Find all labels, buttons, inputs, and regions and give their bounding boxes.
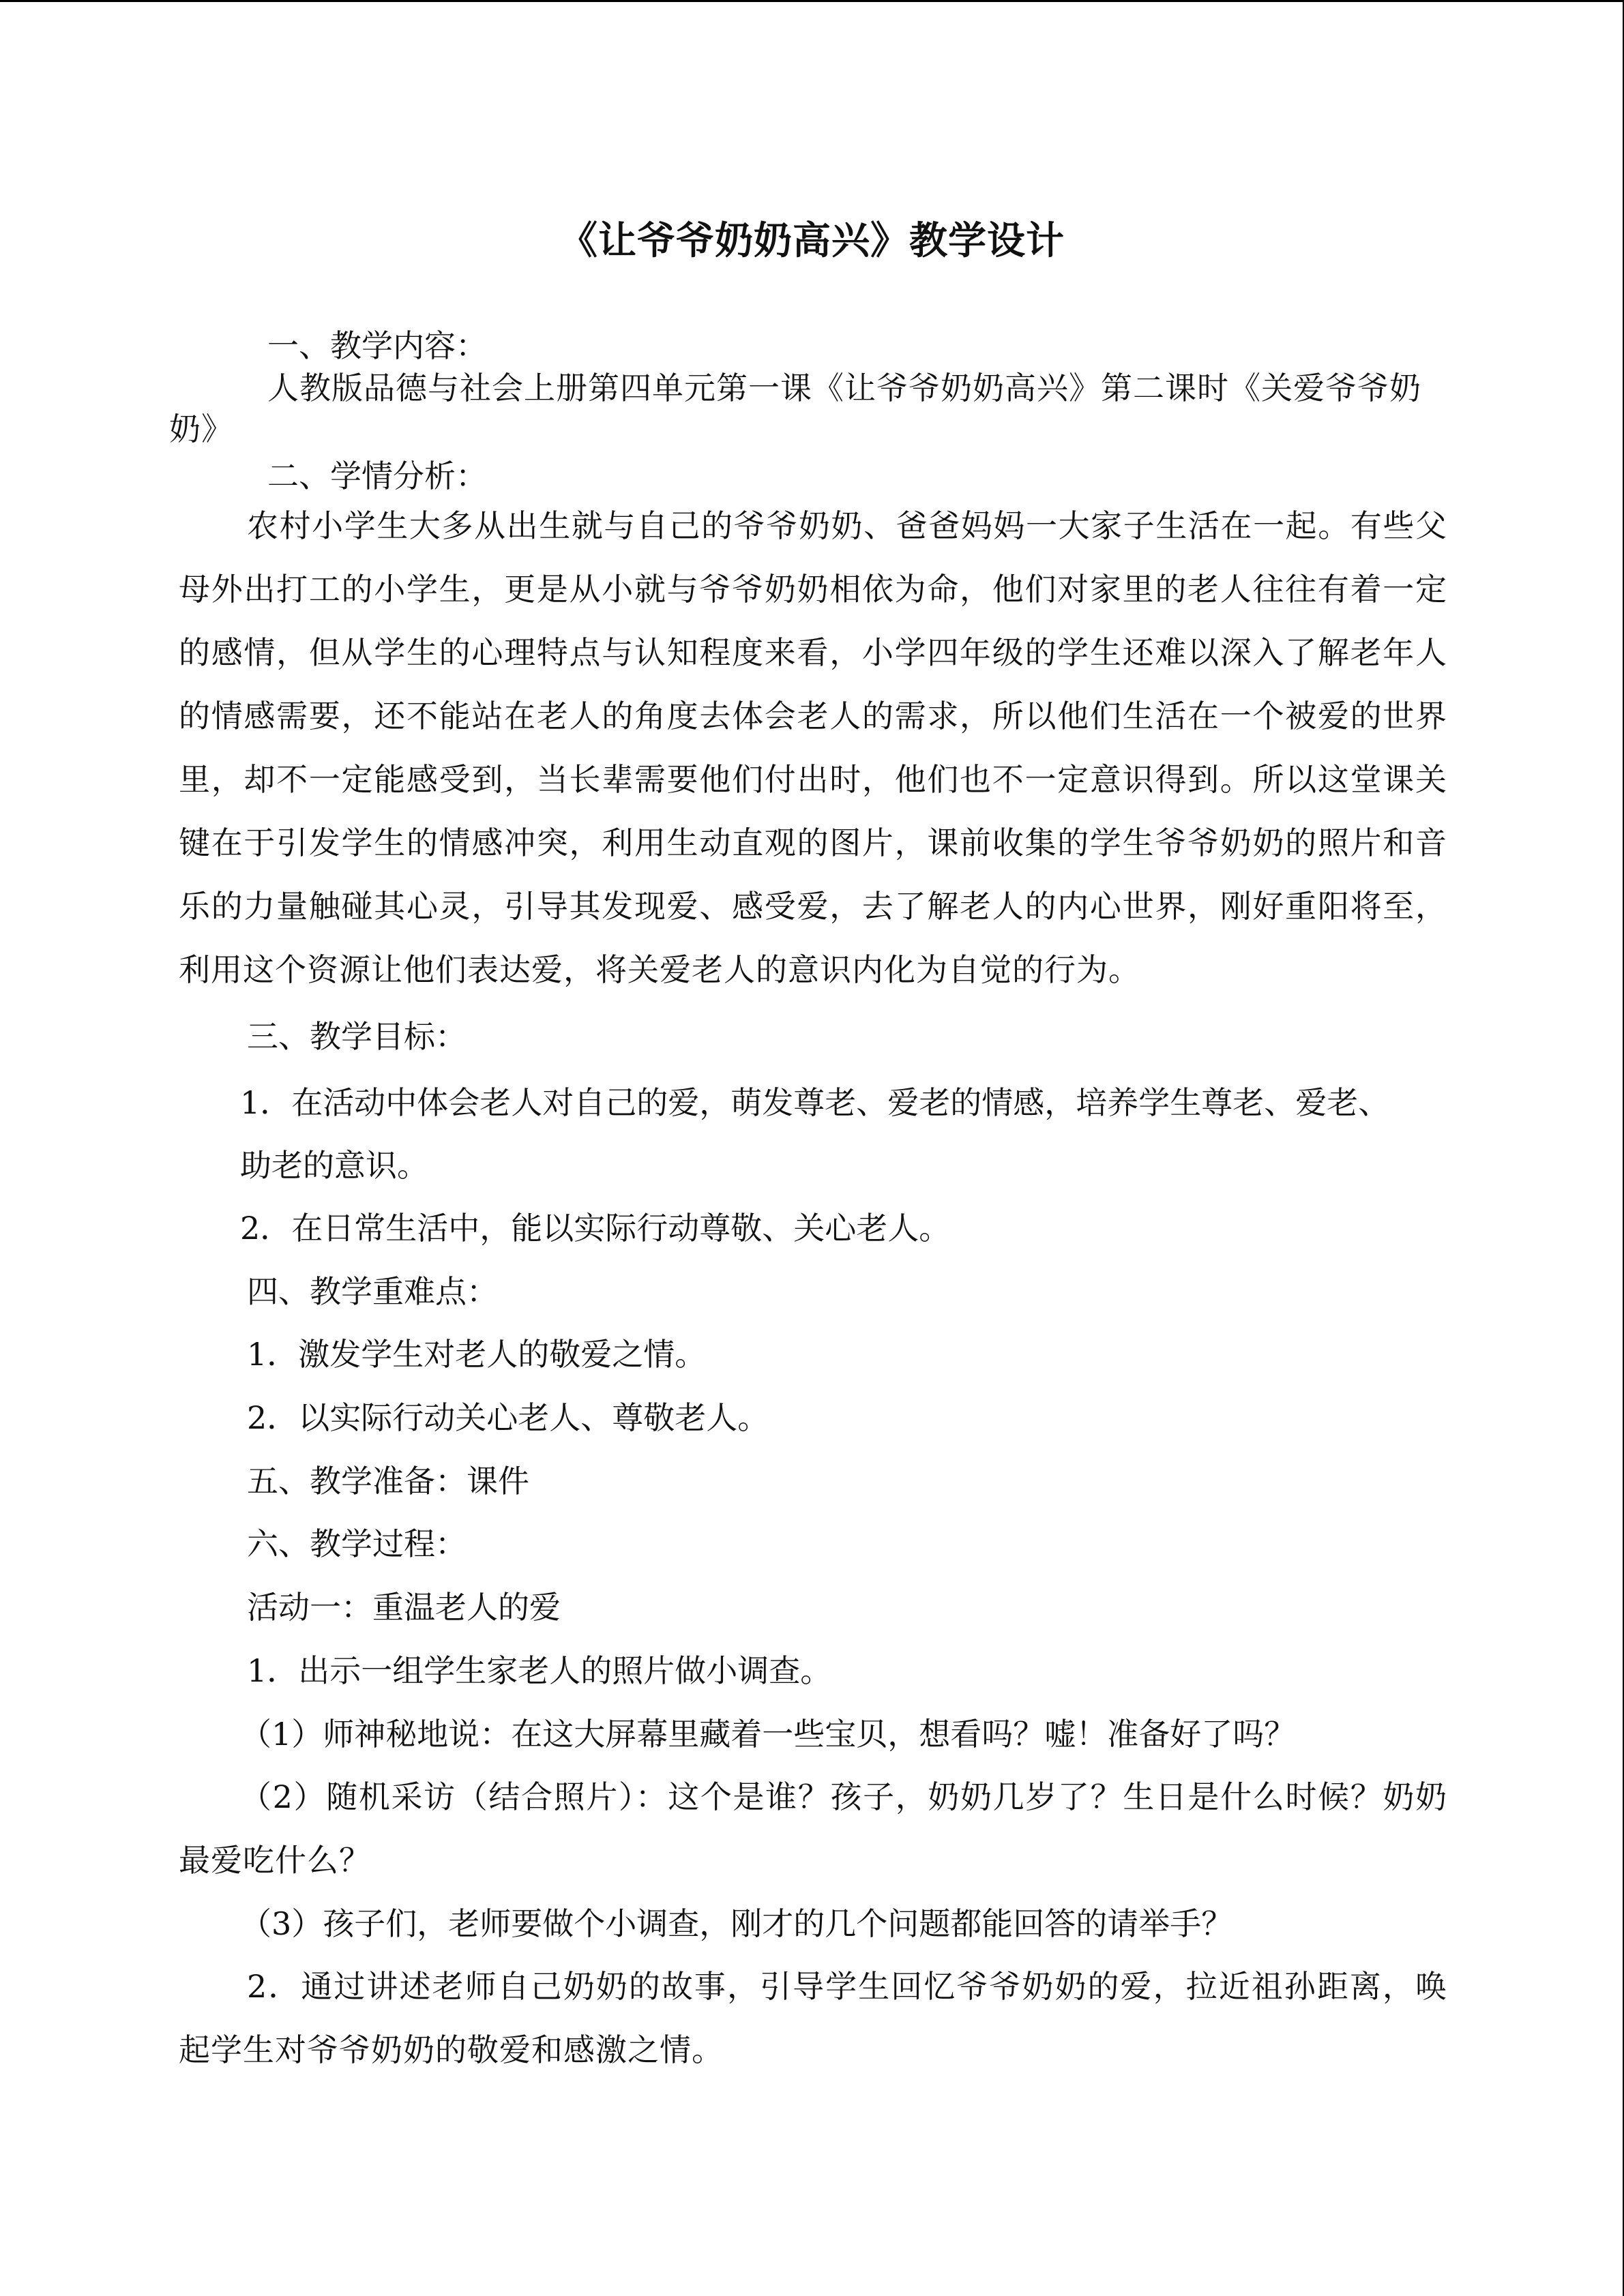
step-1-3: （3）孩子们，老师要做个小调查，刚才的几个问题都能回答的请举手？ — [240, 1905, 1233, 1942]
section-heading-content: 一、教学内容： — [267, 327, 487, 364]
section-heading-process: 六、教学过程： — [247, 1525, 467, 1562]
section-heading-prep: 五、教学准备：课件 — [247, 1463, 529, 1500]
keypoint-2: 2．以实际行动关心老人、尊敬老人。 — [247, 1399, 769, 1436]
keypoint-1: 1．激发学生对老人的敬爱之情。 — [247, 1336, 707, 1373]
content-paragraph: 人教版品德与社会上册第四单元第一课《让爷爷奶奶高兴》第二课时《关爱爷爷奶奶》 — [169, 370, 1421, 447]
step-2: 2．通过讲述老师自己奶奶的故事，引导学生回忆爷爷奶奶的爱，拉近祖孙距离，唤起学生对爷爷奶奶的敬爱和感激之情。 — [179, 1968, 1447, 2068]
section-heading-goals: 三、教学目标： — [247, 1018, 467, 1055]
activity-1-heading: 活动一：重温老人的爱 — [247, 1589, 561, 1626]
document-title: 《让爷爷奶奶高兴》教学设计 — [559, 218, 1065, 263]
goal-2: 2．在日常生活中，能以实际行动尊敬、关心老人。 — [240, 1210, 951, 1247]
step-1: 1．出示一组学生家老人的照片做小调查。 — [247, 1652, 832, 1689]
analysis-paragraph: 农村小学生大多从出生就与自己的爷爷奶奶、爸爸妈妈一大家子生活在一起。有些父母外出打工的小学生，更是从小就与爷爷奶奶相依为命，他们对家里的老人往往有着一定的感情，但从学生的心理特点与认知程度来看，小学四年级的学生还难以深入了解老年人的情感需要，还不能站在老人的角度去体会老人的需求，所以他们生活在一个被爱的世界里，却不一定能感受到，当长辈需要他们付出时，他们也不一定意识得到。所以这堂课关键在于引发学生的情感冲突，利用生动直观的图片，课前收集的学生爷爷奶奶的照片和音乐的力量触碰其心灵，引导其发现爱、感受爱，去了解老人的内心世界，刚好重阳将至，利用这个资源让他们表达爱，将关爱老人的意识内化为自觉的行为。 — [179, 507, 1447, 988]
goal-1-line-2: 助老的意识。 — [240, 1147, 428, 1184]
step-1-2: （2）随机采访（结合照片）：这个是谁？孩子，奶奶几岁了？生日是什么时候？奶奶最爱吃什么？ — [179, 1778, 1447, 1879]
section-heading-keypoints: 四、教学重难点： — [247, 1273, 498, 1310]
goal-1-line-1: 1．在活动中体会老人对自己的爱，萌发尊老、爱老的情感，培养学生尊老、爱老、 — [240, 1084, 1390, 1121]
section-heading-analysis: 二、学情分析： — [267, 458, 487, 494]
step-1-1: （1）师神秘地说：在这大屏幕里藏着一些宝贝，想看吗？嘘！准备好了吗？ — [240, 1716, 1296, 1753]
